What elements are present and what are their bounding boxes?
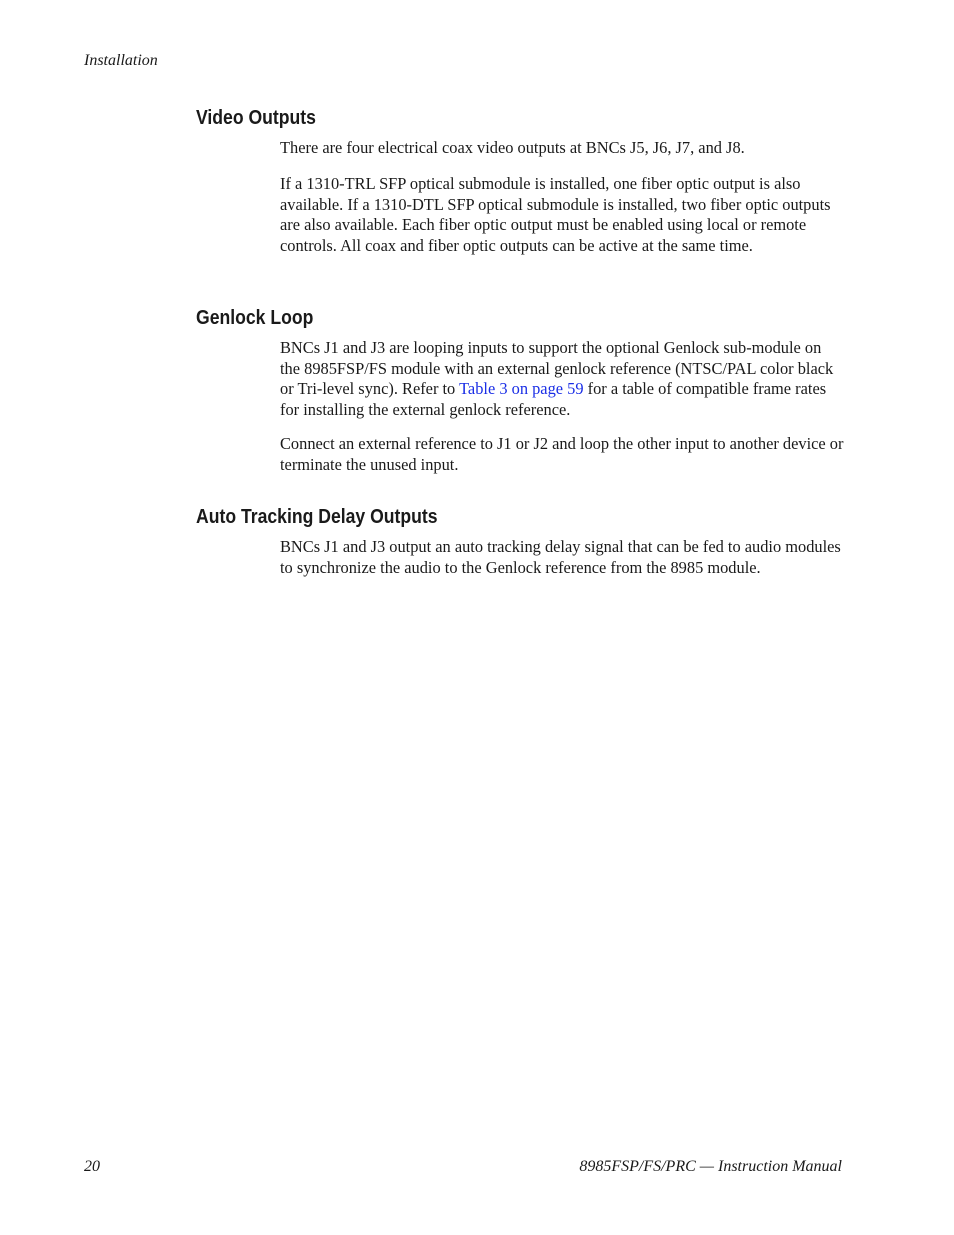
section-heading-genlock-loop: Genlock Loop (196, 307, 314, 329)
genlock-text-after-link: for a table of compatible frame rates for installing the external genlock reference. (280, 379, 827, 419)
auto-tracking-paragraph-1: BNCs J1 and J3 output an auto tracking delay signal that can be fed to audio modules to synchronize the audio to the Genlock reference from the 8985 module. (280, 537, 841, 577)
genlock-loop-paragraph-2: Connect an external reference to J1 or J2 and loop the other input to another device or terminate the unused input. (280, 434, 844, 474)
genlock-text-before-link: BNCs J1 and J3 are looping inputs to support the optional Genlock sub-module on the 8985FSP/FS module with an external genlock reference (NTSC/PAL color black or Tri-level sync). Refer to (280, 338, 834, 398)
genlock-loop-paragraph-1 (280, 338, 845, 420)
footer-manual-title: 8985FSP/FS/PRC — Instruction Manual (579, 1158, 842, 1175)
footer-page-number: 20 (84, 1158, 100, 1175)
table-3-cross-reference-link[interactable]: Table 3 on page 59 (459, 379, 584, 398)
running-header: Installation (84, 52, 158, 69)
section-heading-video-outputs: Video Outputs (196, 107, 316, 129)
section-heading-auto-tracking-delay-outputs: Auto Tracking Delay Outputs (196, 506, 438, 528)
video-outputs-paragraph-1: There are four electrical coax video outputs at BNCs J5, J6, J7, and J8. (280, 138, 745, 157)
video-outputs-paragraph-2: If a 1310-TRL SFP optical submodule is installed, one fiber optic output is also available. If a 1310-DTL SFP optical submodule is installed, two fiber optic outputs are also available. Each fiber optic output must be enabled using local or remote controls. All coax and fiber optic outputs can be active at the same time. (280, 174, 831, 255)
